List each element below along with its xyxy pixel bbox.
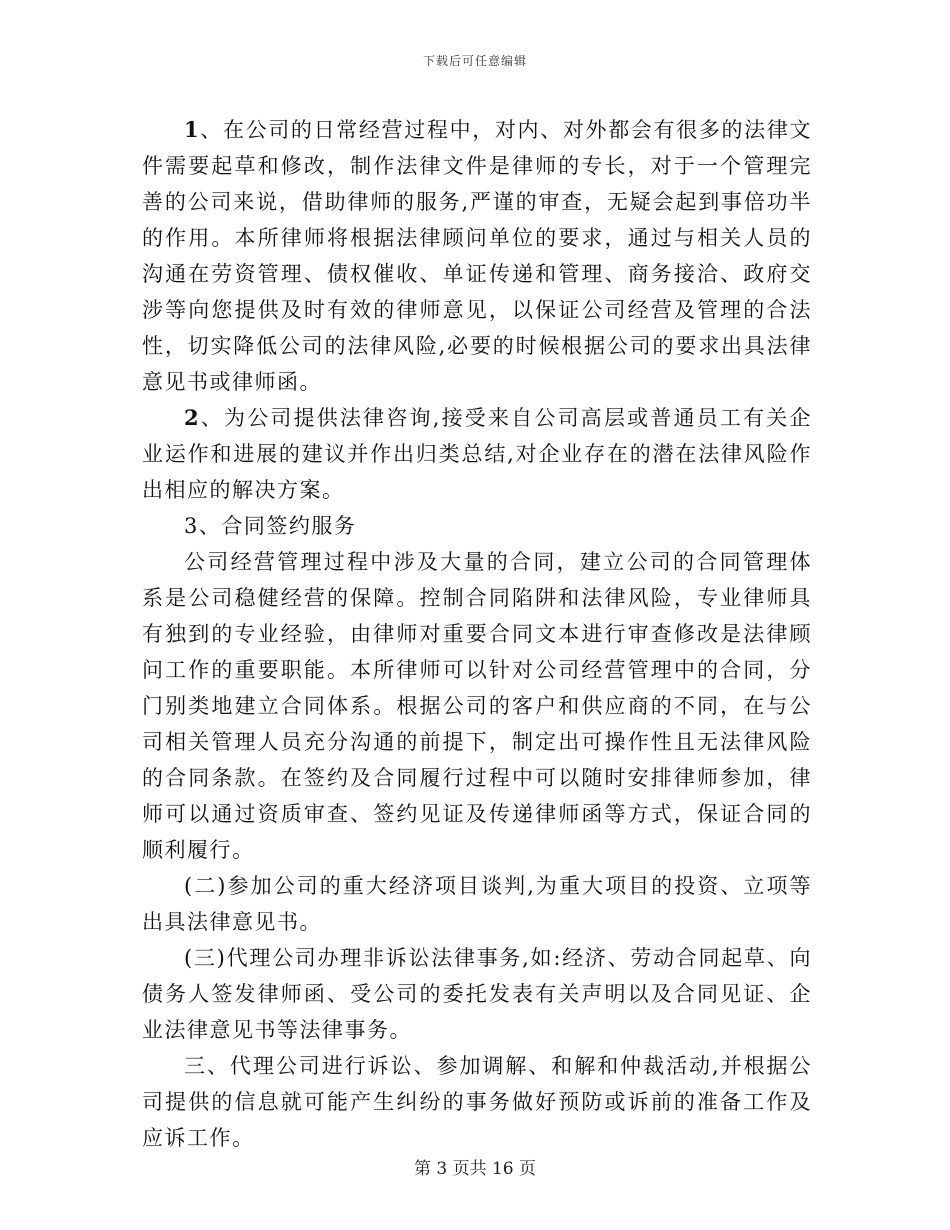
paragraph-text: 、为公司提供法律咨询,接受来自公司高层或普通员工有关企业运作和进展的建议并作出归类总结,对企业存在的潜在法律风险作出相应的解决方案。	[142, 406, 812, 502]
paragraph-number: 2	[184, 405, 201, 430]
paragraph-contract-service	[142, 544, 812, 868]
paragraph-section-3	[142, 940, 812, 1048]
paragraph-text: 、在公司的日常经营过程中，对内、对外都会有很多的法律文件需要起草和修改，制作法律文件是律师的专长，对于一个管理完善的公司来说，借助律师的服务,严谨的审查，无疑会起到事倍功半的作用。本所律师将根据法律顾问单位的要求，通过与相关人员的沟通在劳资管理、债权催收、单证传递和管理、商务接洽、政府交涉等向您提供及时有效的律师意见，以保证公司经营及管理的合法性，切实降低公司的法律风险,必要的时候根据公司的要求出具法律意见书或律师函。	[142, 118, 812, 394]
document-body	[142, 112, 812, 1156]
paragraph-text: (三)代理公司办理非诉讼法律事务,如:经济、劳动合同起草、向债务人签发律师函、受公司的委托发表有关声明以及合同见证、企业法律意见书等法律事务。	[142, 946, 812, 1042]
page-footer: 第 3 页共 16 页	[413, 1159, 537, 1179]
paragraph-section-three	[142, 1048, 812, 1156]
paragraph-text: 3、合同签约服务	[184, 514, 357, 538]
paragraph-item-2	[142, 400, 812, 508]
paragraph-text: (二)参加公司的重大经济项目谈判,为重大项目的投资、立项等出具法律意见书。	[142, 874, 812, 934]
paragraph-text: 三、代理公司进行诉讼、参加调解、和解和仲裁活动,并根据公司提供的信息就可能产生纠纷的事务做好预防或诉前的准备工作及应诉工作。	[142, 1054, 812, 1150]
page-header: 下载后可任意编辑	[422, 54, 527, 68]
paragraph-section-2	[142, 868, 812, 940]
paragraph-text: 公司经营管理过程中涉及大量的合同，建立公司的合同管理体系是公司稳健经营的保障。控制合同陷阱和法律风险，专业律师具有独到的专业经验，由律师对重要合同文本进行审查修改是法律顾问工作的重要职能。本所律师可以针对公司经营管理中的合同，分门别类地建立合同体系。根据公司的客户和供应商的不同，在与公司相关管理人员充分沟通的前提下，制定出可操作性且无法律风险的合同条款。在签约及合同履行过程中可以随时安排律师参加，律师可以通过资质审查、签约见证及传递律师函等方式，保证合同的顺利履行。	[142, 550, 812, 862]
paragraph-item-1	[142, 112, 812, 400]
paragraph-number: 1	[184, 117, 201, 142]
paragraph-item-3-heading	[142, 508, 812, 544]
